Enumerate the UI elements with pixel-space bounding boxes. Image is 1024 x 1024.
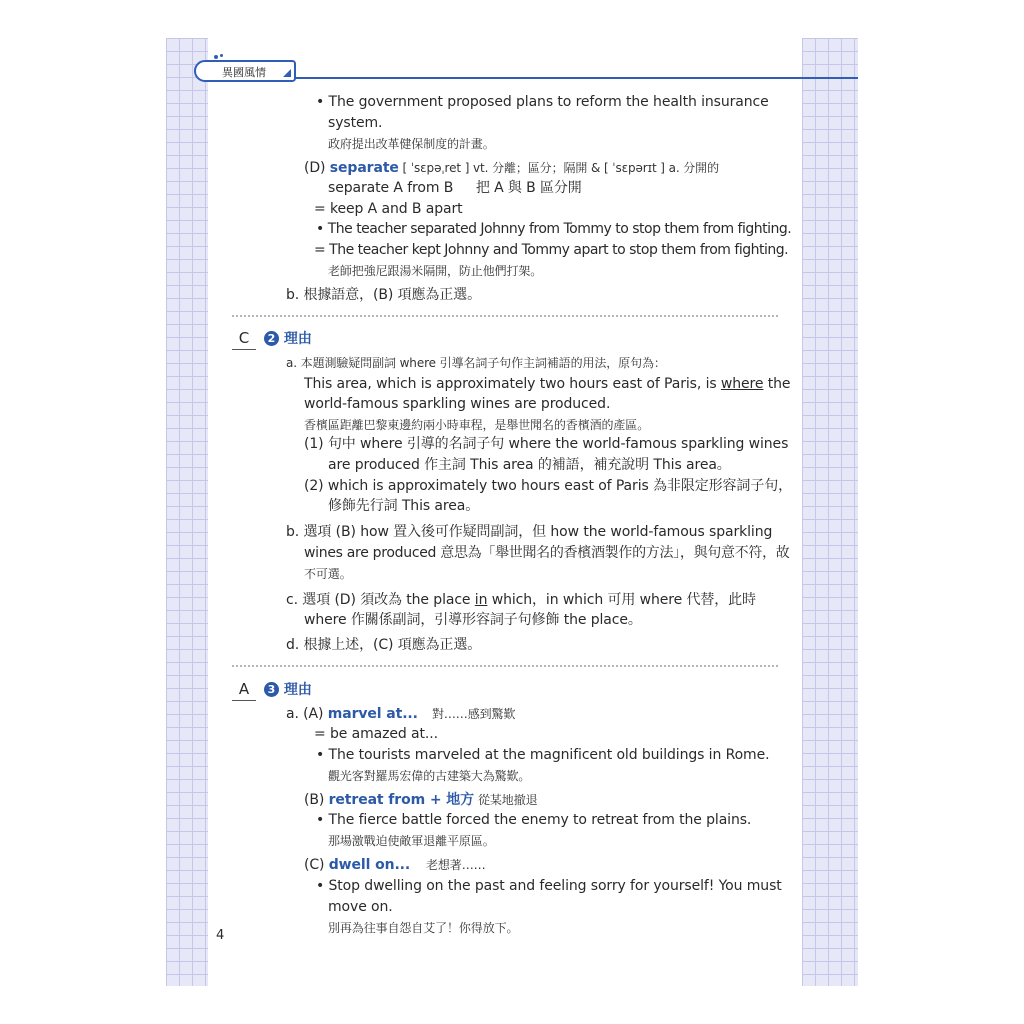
example-sentence: world-famous sparkling wines are produced. <box>304 396 611 412</box>
header-dot <box>214 55 218 59</box>
option-a-entry <box>286 704 418 724</box>
section-tab-label: 異國風情 <box>222 66 266 79</box>
example-sentence: move on. <box>328 899 393 915</box>
reason-heading <box>264 329 312 349</box>
explanation: (1) 句中 where 引導的名詞子句 where the world-famous sparkling wines <box>304 436 789 452</box>
translation: 那場激戰迫使敵軍退離平原區。 <box>328 834 495 848</box>
vocab-word: marvel at... <box>327 706 418 722</box>
sentence-part: This area, which is approximately two hours east of Paris, is <box>304 376 721 392</box>
vocab-word: dwell on... <box>328 857 411 873</box>
definition: 對……感到驚歎 <box>432 707 516 721</box>
vocab-word: retreat from + 地方 <box>328 792 475 808</box>
phrase: separate A from B 把 A 與 B 區分開 <box>328 180 582 196</box>
sentence-part: c. 選項 (D) 須改為 the place <box>286 592 475 608</box>
definition: 從某地撤退 <box>478 793 538 807</box>
question-number-badge: 2 <box>264 331 279 346</box>
example-sentence: • The fierce battle forced the enemy to retreat from the plains. <box>316 812 752 828</box>
explanation: wines are produced 意思為「舉世聞名的香檳酒製作的方法」，與句意不符，故 <box>304 545 790 561</box>
explanation: b. 選項 (B) how 置入後可作疑問副詞，但 how the world-famous sparkling <box>286 524 773 540</box>
sentence-part: which，in which 可用 where 代替，此時 <box>487 592 756 608</box>
answer-letter: C <box>232 329 256 350</box>
underlined-word: where <box>720 376 764 392</box>
reason-label: 理由 <box>283 331 312 347</box>
definition: 老想著…… <box>426 858 486 872</box>
example-sentence: • Stop dwelling on the past and feeling sorry for yourself! You must <box>316 878 782 894</box>
reason-label: 理由 <box>283 682 312 698</box>
explanation: (2) which is approximately two hours east of Paris 為非限定形容詞子句， <box>304 478 793 494</box>
answer-letter: A <box>232 680 256 701</box>
translation: 香檳區距離巴黎東邊約兩小時車程，是舉世聞名的香檳酒的產區。 <box>304 418 650 432</box>
example-sentence: system. <box>328 115 383 131</box>
conclusion: b. 根據語意，(B) 項應為正選。 <box>286 287 481 303</box>
option-b-entry <box>304 790 474 810</box>
page-number: 4 <box>216 928 225 943</box>
underlined-word: in <box>474 592 488 608</box>
explanation: 不可選。 <box>304 567 352 581</box>
option-label: (B) <box>304 792 329 808</box>
header-rule <box>286 77 858 79</box>
right-grid-margin <box>802 38 858 986</box>
section-tab <box>194 60 296 82</box>
option-label: a. (A) <box>286 706 328 722</box>
example-sentence: • The teacher separated Johnny from Tommy to stop them from fighting. <box>316 221 792 237</box>
example-sentence <box>304 374 790 394</box>
option-d-entry <box>304 158 719 178</box>
question-number-badge: 3 <box>264 682 279 697</box>
header-dot <box>220 54 223 57</box>
sentence-part: the <box>763 376 791 392</box>
section-divider <box>232 315 778 317</box>
translation: 政府提出改革健保制度的計畫。 <box>328 137 495 151</box>
explanation: are produced 作主詞 This area 的補語，補充說明 This area。 <box>328 457 731 473</box>
corner-triangle-icon <box>283 69 291 77</box>
pronunciation: [ ˈsɛpəˌret ] vt. 分離；區分；隔開 & [ ˈsɛpərɪt ] a. 分開的 <box>398 161 719 175</box>
option-label: (D) <box>304 160 330 176</box>
reason-heading <box>264 680 312 700</box>
explanation: where 作關係副詞，引導形容詞子句修飾 the place。 <box>304 612 642 628</box>
translation: 觀光客對羅馬宏偉的古建築大為驚歎。 <box>328 769 531 783</box>
example-sentence: • The tourists marveled at the magnificent old buildings in Rome. <box>316 747 770 763</box>
example-sentence: = The teacher kept Johnny and Tommy apart to stop them from fighting. <box>314 242 789 258</box>
left-grid-margin <box>166 38 208 986</box>
section-divider <box>232 665 778 667</box>
conclusion: d. 根據上述，(C) 項應為正選。 <box>286 637 482 653</box>
synonym: = be amazed at... <box>314 726 438 742</box>
example-sentence: • The government proposed plans to reform the health insurance <box>316 94 769 110</box>
translation: 老師把強尼跟湯米隔開，防止他們打架。 <box>328 264 543 278</box>
explanation: a. 本題測驗疑問副詞 where 引導名詞子句作主詞補語的用法，原句為： <box>286 356 666 370</box>
explanation <box>286 590 756 610</box>
translation: 別再為往事自怨自艾了！你得放下。 <box>328 921 519 935</box>
option-label: (C) <box>304 857 329 873</box>
vocab-word: separate <box>329 160 399 176</box>
option-c-entry <box>304 855 410 875</box>
explanation: 修飾先行詞 This area。 <box>328 498 480 514</box>
synonym: = keep A and B apart <box>314 201 463 217</box>
